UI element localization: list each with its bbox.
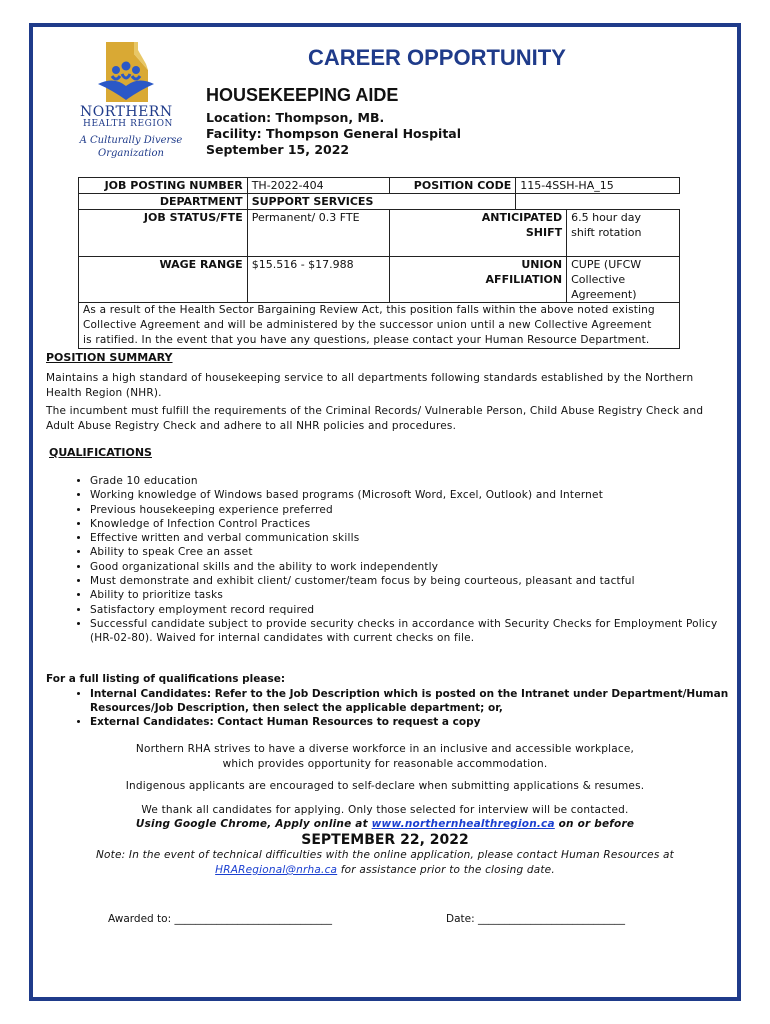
department-value: SUPPORT SERVICES — [247, 194, 516, 210]
full-listing-list — [46, 687, 730, 729]
logo-northern-text: NORTHERN — [80, 104, 173, 120]
awarded-to-field: Awarded to: ______________________________ — [108, 913, 332, 925]
closing-date: SEPTEMBER 22, 2022 — [301, 832, 469, 848]
list-item: • Previous housekeeping experience preferred — [90, 503, 730, 517]
qualifications-list — [46, 474, 730, 646]
date-field: Date: ____________________________ — [446, 913, 625, 925]
full-listing-heading: For a full listing of qualifications please: — [46, 673, 286, 685]
union-label-line-1: UNION — [521, 258, 563, 271]
hr-email-link[interactable]: HRARegional@nrha.ca — [215, 864, 338, 876]
technical-note-line-1: Note: In the event of technical difficulties with the online application, please contact Human Resources at — [95, 849, 674, 861]
diversity-line-1: Northern RHA strives to have a diverse workforce in an inclusive and accessible workplace, — [135, 743, 635, 755]
list-item: • Good organizational skills and the ability to work independently — [90, 560, 730, 574]
job-status-value: Permanent/ 0.3 FTE — [247, 210, 390, 257]
summary-p2-line-2: Adult Abuse Registry Check and adhere to all NHR policies and procedures. — [46, 420, 457, 432]
anticipated-shift-label — [390, 210, 567, 257]
position-summary-heading: POSITION SUMMARY — [46, 351, 173, 364]
position-code-label: POSITION CODE — [390, 178, 516, 194]
posting-date: September 15, 2022 — [206, 142, 350, 157]
diversity-line-2: which provides opportunity for reasonable accommodation. — [222, 758, 548, 770]
list-item: • Successful candidate subject to provide security checks in accordance with Security Checks for Employment Policy (HR-02-80). Waived for internal candidates with current checks on file. — [90, 617, 730, 646]
summary-paragraph-1 — [46, 371, 730, 401]
apply-prefix: Using Google Chrome, Apply online at — [135, 818, 372, 830]
wage-range-value: $15.516 - $17.988 — [247, 257, 390, 303]
union-affiliation-value — [567, 257, 680, 303]
shift-label-line-2: SHIFT — [525, 226, 563, 239]
qualifications-heading: QUALIFICATIONS — [49, 446, 152, 459]
list-item: • Working knowledge of Windows based programs (Microsoft Word, Excel, Outlook) and Internet — [90, 488, 730, 502]
external-candidates-item: • External Candidates: Contact Human Resources to request a copy — [90, 715, 730, 729]
bargaining-note — [79, 303, 680, 349]
union-value-line-3: Agreement) — [571, 288, 637, 301]
manitoba-emblem-icon — [94, 40, 158, 106]
logo-tagline — [70, 134, 192, 160]
shift-value-line-2: shift rotation — [571, 226, 642, 239]
union-label-line-2: AFFILIATION — [485, 273, 563, 286]
bargaining-note-line-2: Collective Agreement and will be administered by the successor union until a new Collective Agreement — [83, 319, 652, 331]
diversity-statement — [40, 742, 730, 772]
union-value-line-1: CUPE (UFCW — [571, 258, 642, 271]
list-item: • Knowledge of Infection Control Practices — [90, 517, 730, 531]
technical-note — [40, 848, 730, 878]
location: Location: Thompson, MB. — [206, 110, 385, 125]
indigenous-statement: Indigenous applicants are encouraged to self-declare when submitting applications & resumes. — [125, 780, 645, 792]
summary-p1-line-2: Health Region (NHR). — [46, 387, 162, 399]
logo-tagline-line-1: A Culturally Diverse — [79, 135, 183, 146]
facility: Facility: Thompson General Hospital — [206, 126, 462, 141]
summary-p2-line-1: The incumbent must fulfill the requirements of the Criminal Records/ Vulnerable Person, Child Abuse Registry Check and — [46, 405, 704, 417]
posting-number-value: TH-2022-404 — [247, 178, 390, 194]
list-item: • Ability to speak Cree an asset — [90, 545, 730, 559]
job-title: HOUSEKEEPING AIDE — [206, 85, 399, 105]
list-item: • Grade 10 education — [90, 474, 730, 488]
shift-value-line-1: 6.5 hour day — [571, 211, 642, 224]
bargaining-note-line-3: is ratified. In the event that you have any questions, please contact your Human Resource Department. — [83, 334, 650, 346]
summary-p1-line-1: Maintains a high standard of housekeeping service to all departments following standards established by the Northern — [46, 372, 694, 384]
wage-range-label: WAGE RANGE — [79, 257, 248, 303]
logo-health-region-text: HEALTH REGION — [83, 119, 174, 129]
internal-candidates-item: • Internal Candidates: Refer to the Job Description which is posted on the Intranet under Department/Human Resources/Job Description, then select the applicable department; or, — [90, 687, 730, 715]
technical-note-line-2 — [40, 863, 730, 878]
apply-suffix: on or before — [554, 818, 635, 830]
bargaining-note-line-1: As a result of the Health Sector Bargaining Review Act, this position falls within the above noted existing — [83, 304, 655, 316]
technical-note-suffix: for assistance prior to the closing date. — [337, 864, 555, 876]
posting-number-label: JOB POSTING NUMBER — [79, 178, 248, 194]
position-code-value: 115-4SSH-HA_15 — [516, 178, 680, 194]
page-title: CAREER OPPORTUNITY — [308, 45, 566, 70]
union-affiliation-label — [390, 257, 567, 303]
list-item: • Satisfactory employment record required — [90, 603, 730, 617]
list-item: • Effective written and verbal communication skills — [90, 531, 730, 545]
shift-label-line-1: ANTICIPATED — [481, 211, 563, 224]
careers-link[interactable]: www.northernhealthregion.ca — [371, 818, 555, 830]
union-value-line-2: Collective — [571, 273, 626, 286]
summary-paragraph-2 — [46, 404, 730, 434]
list-item: • Ability to prioritize tasks — [90, 588, 730, 602]
anticipated-shift-value — [567, 210, 680, 257]
department-label: DEPARTMENT — [79, 194, 248, 210]
job-details-table — [78, 177, 680, 349]
job-status-label: JOB STATUS/FTE — [79, 210, 248, 257]
thanks-statement: We thank all candidates for applying. Only those selected for interview will be contacted. — [141, 804, 629, 816]
logo-tagline-line-2: Organization — [98, 148, 164, 159]
list-item: • Must demonstrate and exhibit client/ customer/team focus by being courteous, pleasant and tactful — [90, 574, 730, 588]
apply-online-line — [40, 817, 730, 832]
